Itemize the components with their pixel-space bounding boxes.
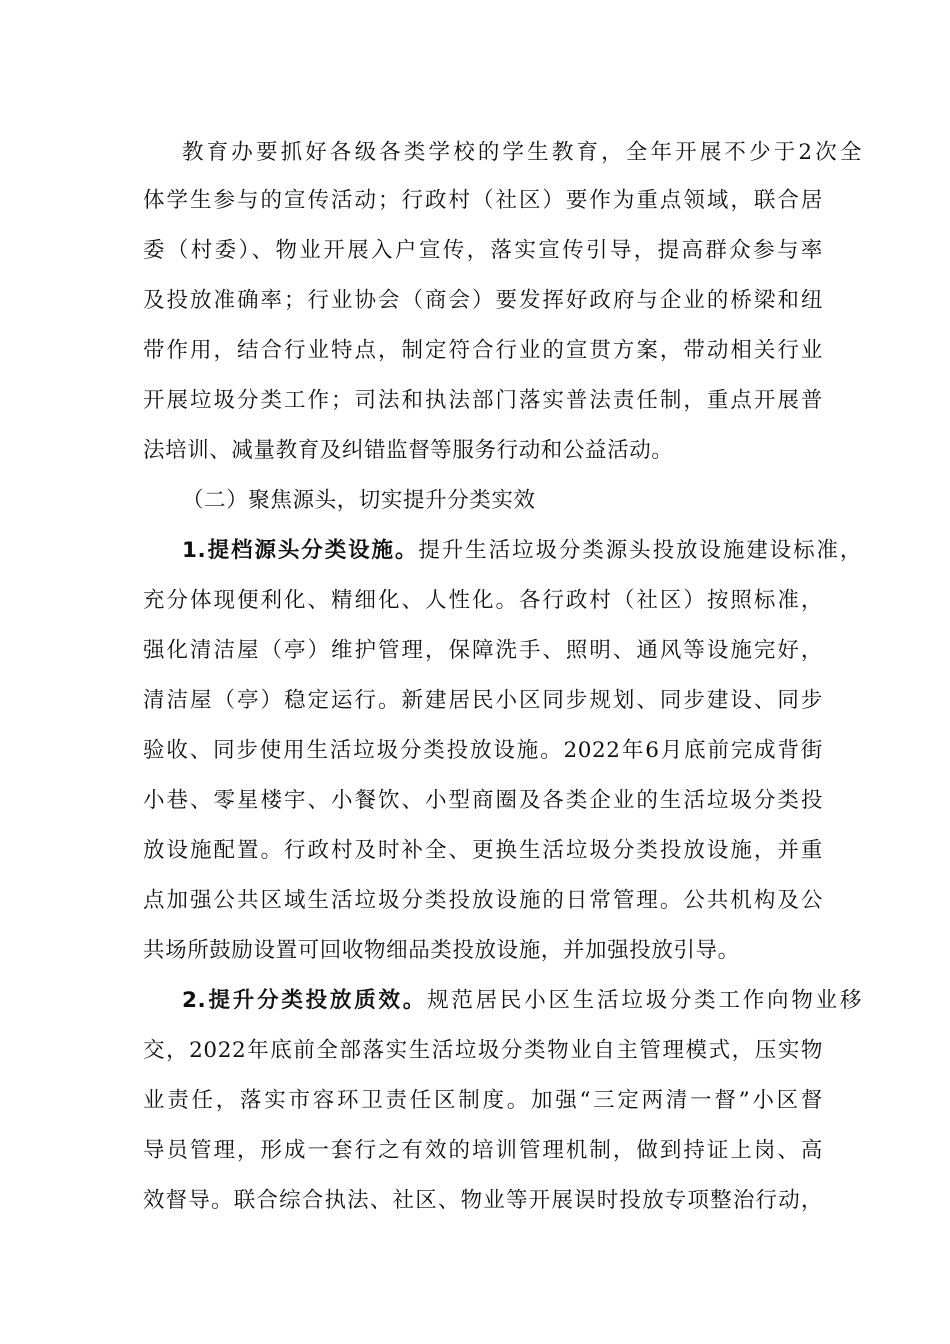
paragraph-line: 强化清洁屋（亭）维护管理，保障洗手、照明、通风等设施完好， bbox=[143, 638, 823, 663]
item-1-text: 提升生活垃圾分类源头投放设施建设标准， bbox=[418, 538, 863, 563]
item-1-title: 1.提档源头分类设施。 bbox=[182, 538, 419, 563]
paragraph-line: 点加强公共区域生活垃圾分类投放设施的日常管理。公共机构及公 bbox=[143, 888, 823, 913]
paragraph-line: 充分体现便利化、精细化、人性化。各行政村（社区）按照标准， bbox=[143, 588, 823, 613]
paragraph-line: 及投放准确率；行业协会（商会）要发挥好政府与企业的桥梁和纽 bbox=[143, 288, 823, 313]
paragraph-line: 效督导。联合综合执法、社区、物业等开展误时投放专项整治行动， bbox=[143, 1188, 823, 1213]
paragraph-line: 清洁屋（亭）稳定运行。新建居民小区同步规划、同步建设、同步 bbox=[143, 688, 823, 713]
section-heading: （二）聚焦源头，切实提升分类实效 bbox=[182, 488, 536, 513]
paragraph-line: 法培训、减量教育及纠错监督等服务行动和公益活动。 bbox=[143, 438, 674, 463]
paragraph-line: 带作用，结合行业特点，制定符合行业的宣贯方案，带动相关行业 bbox=[143, 338, 823, 363]
paragraph-line: 业责任，落实市容环卫责任区制度。加强“三定两清一督”小区督 bbox=[143, 1088, 823, 1113]
item-2-first-line bbox=[182, 986, 862, 1016]
paragraph-line: 导员管理，形成一套行之有效的培训管理机制，做到持证上岗、高 bbox=[143, 1138, 823, 1163]
paragraph-line: 交，2022年底前全部落实生活垃圾分类物业自主管理模式，压实物 bbox=[143, 1038, 823, 1063]
paragraph-line: 共场所鼓励设置可回收物细品类投放设施，并加强投放引导。 bbox=[143, 938, 740, 963]
paragraph-line: 放设施配置。行政村及时补全、更换生活垃圾分类投放设施，并重 bbox=[143, 838, 823, 863]
paragraph-line: 小巷、零星楼宇、小餐饮、小型商圈及各类企业的生活垃圾分类投 bbox=[143, 788, 823, 813]
item-2-title: 2.提升分类投放质效。 bbox=[182, 988, 428, 1013]
paragraph-line: 验收、同步使用生活垃圾分类投放设施。2022年6月底前完成背街 bbox=[143, 738, 823, 763]
item-2-text: 规范居民小区生活垃圾分类工作向物业移 bbox=[427, 988, 862, 1013]
paragraph-line: 体学生参与的宣传活动；行政村（社区）要作为重点领域，联合居 bbox=[143, 188, 823, 213]
paragraph-line: 教育办要抓好各级各类学校的学生教育，全年开展不少于2次全 bbox=[182, 140, 862, 165]
paragraph-line: 开展垃圾分类工作；司法和执法部门落实普法责任制，重点开展普 bbox=[143, 388, 823, 413]
item-1-first-line bbox=[182, 536, 862, 566]
paragraph-line: 委（村委）、物业开展入户宣传，落实宣传引导，提高群众参与率 bbox=[143, 238, 823, 263]
